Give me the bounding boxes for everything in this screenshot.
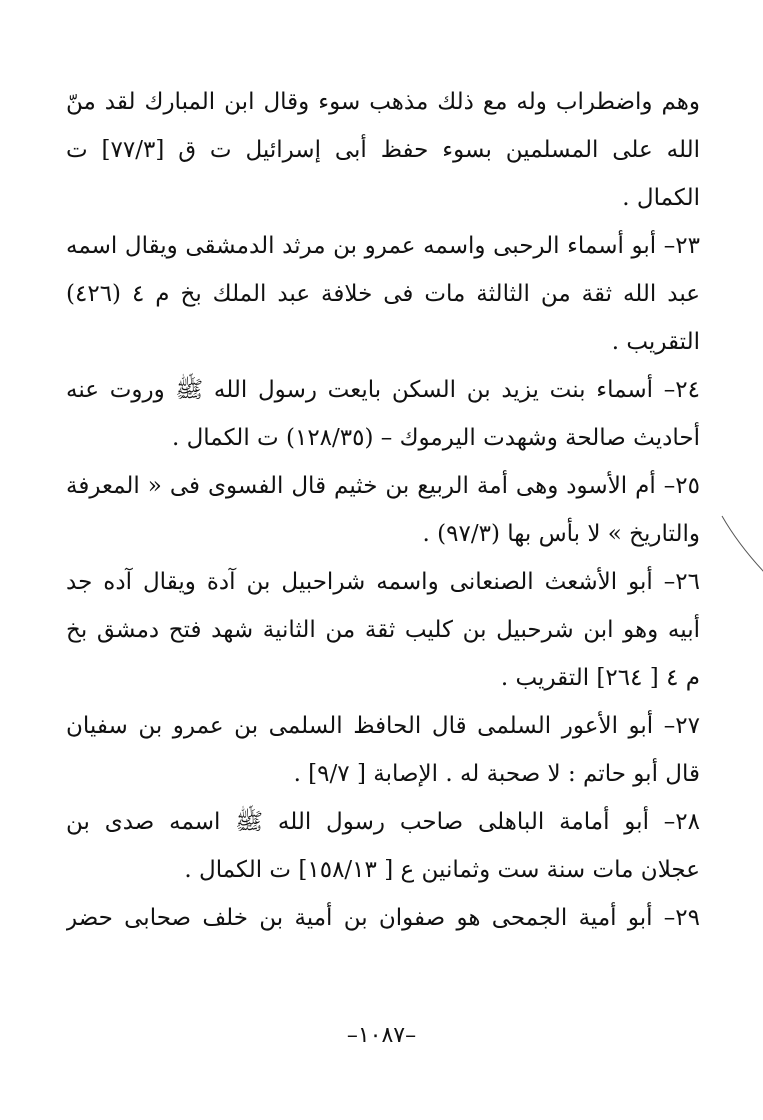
- text-line: ٢٣– أبو أسماء الرحبى واسمه عمرو بن مرثد الدمشقى ويقال اسمه: [66, 233, 700, 259]
- text-line: والتاريخ » لا بأس بها (٩٧/٣) .: [422, 521, 700, 547]
- entry-25: [66, 462, 700, 558]
- body-text: [66, 78, 700, 942]
- text-line: الله على المسلمين بسوء حفظ أبى إسرائيل ت ق [٧٧/٣] ت: [66, 137, 700, 163]
- text-line: عبد الله ثقة من الثالثة مات فى خلافة عبد الملك بخ م ٤ (٤٢٦): [66, 281, 700, 307]
- entry-29: [66, 894, 700, 942]
- text-line: ٢٨– أبو أمامة الباهلى صاحب رسول الله ﷺ اسمه صدى بن: [66, 809, 700, 835]
- text-line: قال أبو حاتم : لا صحبة له . الإصابة [ ٩/٧] .: [293, 761, 700, 787]
- text-line: أحاديث صالحة وشهدت اليرموك – (١٢٨/٣٥) ت الكمال .: [171, 425, 700, 451]
- entry-27: [66, 702, 700, 798]
- text-line: ٢٥– أم الأسود وهى أمة الربيع بن خثيم قال الفسوى فى « المعرفة: [66, 473, 700, 499]
- entry-23: [66, 222, 700, 366]
- entry-28: [66, 798, 700, 894]
- entry-24: [66, 366, 700, 462]
- continuation-paragraph: [66, 78, 700, 222]
- margin-pen-mark: [720, 510, 763, 580]
- entry-26: [66, 558, 700, 702]
- text-line: وهم واضطراب وله مع ذلك مذهب سوء وقال ابن المبارك لقد منّ: [66, 89, 700, 115]
- text-line: التقريب .: [611, 329, 700, 355]
- text-line: م ٤ [ ٢٦٤] التقريب .: [500, 665, 700, 691]
- text-line: الكمال .: [622, 185, 700, 211]
- text-line: أبيه وهو ابن شرحبيل بن كليب ثقة من الثانية شهد فتح دمشق بخ: [66, 617, 700, 643]
- text-line: ٢٤– أسماء بنت يزيد بن السكن بايعت رسول الله ﷺ وروت عنه: [66, 377, 700, 403]
- text-line: ٢٧– أبو الأعور السلمى قال الحافظ السلمى بن عمرو بن سفيان: [66, 713, 700, 739]
- text-line: ٢٩– أبو أمية الجمحى هو صفوان بن أمية بن خلف صحابى حضر: [66, 905, 700, 931]
- page-number: –١٠٨٧–: [346, 1023, 417, 1048]
- text-line: عجلان مات سنة ست وثمانين ع [ ١٥٨/١٣] ت الكمال .: [184, 857, 700, 883]
- text-line: ٢٦– أبو الأشعث الصنعانى واسمه شراحبيل بن آدة ويقال آده جد: [66, 569, 700, 595]
